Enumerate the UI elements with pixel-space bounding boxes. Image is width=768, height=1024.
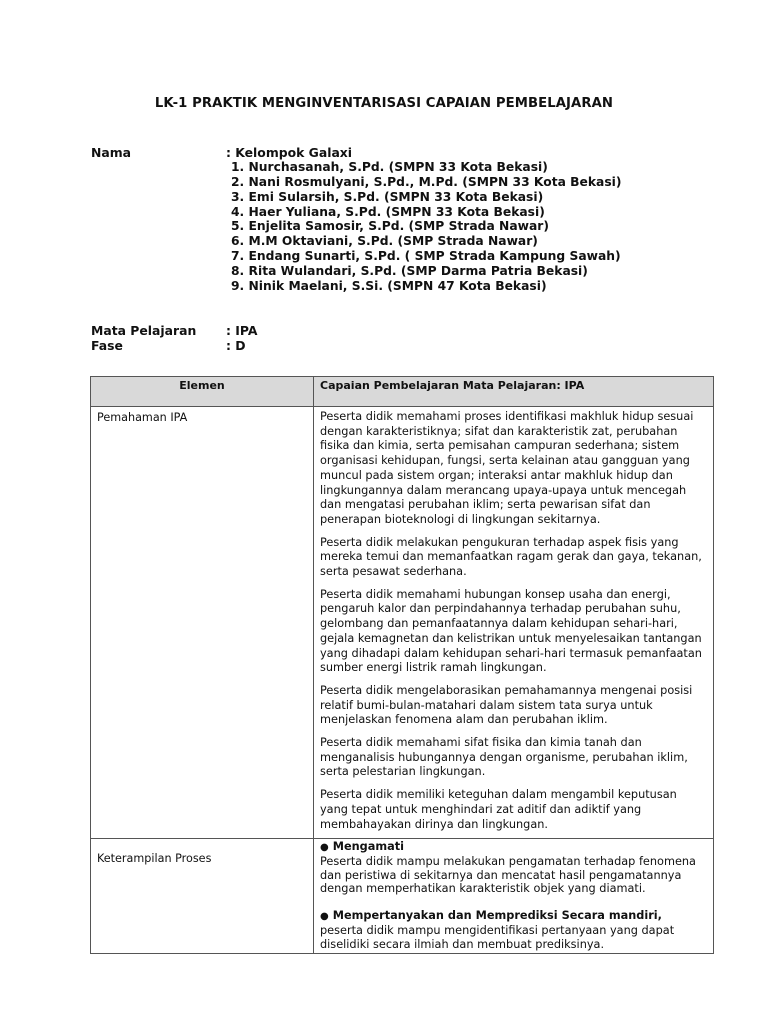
elemen-cell: Pemahaman IPA [91,407,314,839]
mapel-value: : IPA [226,323,258,338]
nama-value: : Kelompok Galaxi [226,145,353,160]
fase-row [91,338,246,353]
fase-value: : D [226,338,246,353]
list-item: 2. Nani Rosmulyani, S.Pd., M.Pd. (SMPN 33 Kota Bekasi) [231,174,622,189]
paragraph: Peserta didik memahami sifat fisika dan kimia tanah dan menganalisis hubungannya dengan organisme, perubahan iklim, serta pelestarian lingkungan. [320,736,688,779]
table-row [91,407,714,839]
skill-title: Mempertanyakan dan Memprediksi Secara mandiri, [332,909,662,923]
list-item: 3. Emi Sularsih, S.Pd. (SMPN 33 Kota Bekasi) [231,189,544,204]
bullet-icon: ● [320,842,329,854]
skill-title: Mengamati [332,840,405,854]
document-title: LK-1 PRAKTIK MENGINVENTARISASI CAPAIAN PEMBELAJARAN [154,96,614,111]
paragraph: Peserta didik melakukan pengukuran terhadap aspek fisis yang mereka temui dan memanfaatkan ragam gerak dan gaya, tekanan, serta pesawat sederhana. [320,535,702,579]
paragraph: Peserta didik memahami hubungan konsep usaha dan energi, pengaruh kalor dan perpindahannya terhadap perubahan suhu, gelombang dan pemanfaatannya dalam kehidupan sehari-hari, gejala kemagnetan dan kelistrikan untuk menyelesaikan tantangan yang dihadapi dalam kehidupan sehari-hari termasuk pemanfaatan sumber energi listrik ramah lingkungan. [320,587,702,675]
member-list [231,160,622,294]
skill-text: peserta didik mampu mengidentifikasi pertanyaan yang dapat diselidiki secara ilmiah dan membuat prediksinya. [320,923,675,951]
list-item: 9. Ninik Maelani, S.Si. (SMPN 47 Kota Bekasi) [231,278,547,293]
mapel-label: Mata Pelajaran [91,323,197,338]
list-item: 6. M.M Oktaviani, S.Pd. (SMP Strada Nawar) [231,234,538,249]
capaian-table [90,376,714,954]
skill-heading [320,909,707,924]
spacer [320,896,707,909]
skill-heading [320,840,707,855]
capaian-cell [314,407,714,839]
capaian-cell [314,839,714,954]
elemen-cell: Keterampilan Proses [91,839,314,954]
header-elemen: Elemen [91,377,314,407]
bullet-icon: ● [320,911,329,923]
paragraph: Peserta didik mengelaborasikan pemahamannya mengenai posisi relatif bumi-bulan-matahari dalam sistem tata surya untuk menjelaskan fenomena alam dan perubahan iklim. [320,683,693,727]
paragraph: Peserta didik memiliki keteguhan dalam mengambil keputusan yang tepat untuk menghindari zat aditif dan adiktif yang membahayakan dirinya dan lingkungan. [320,788,677,831]
list-item: 5. Enjelita Samosir, S.Pd. (SMP Strada Nawar) [231,219,549,234]
mapel-row [91,323,257,338]
list-item: 7. Endang Sunarti, S.Pd. ( SMP Strada Kampung Sawah) [231,249,621,264]
table-header-row [91,377,714,407]
skill-text: Peserta didik mampu melakukan pengamatan terhadap fenomena dan peristiwa di sekitarnya dan mencatat hasil pengamatannya dengan memperhatikan karakteristik objek yang diamati. [320,854,696,896]
list-item: 1. Nurchasanah, S.Pd. (SMPN 33 Kota Bekasi) [231,160,548,174]
list-item: 8. Rita Wulandari, S.Pd. (SMP Darma Patria Bekasi) [231,263,588,278]
list-item: 4. Haer Yuliana, S.Pd. (SMPN 33 Kota Bekasi) [231,204,545,219]
paragraph: Peserta didik memahami proses identifikasi makhluk hidup sesuai dengan karakteristiknya; sifat dan karakteristik zat, perubahan fisika dan kimia, serta pemisahan campuran sederhana; sistem organisasi kehidupan, fungsi, serta kelainan atau gangguan yang muncul pada sistem organ; interaksi antar makhluk hidup dan lingkungannya dalam merancang upaya-upaya untuk mencegah dan mengatasi perubahan iklim; serta pewarisan sifat dan penerapan bioteknologi di lingkungan sekitarnya. [320,410,694,526]
nama-row [91,145,352,160]
fase-label: Fase [91,338,123,353]
nama-label: Nama [91,145,132,160]
header-capaian: Capaian Pembelajaran Mata Pelajaran: IPA [314,377,714,407]
table-row [91,839,714,954]
